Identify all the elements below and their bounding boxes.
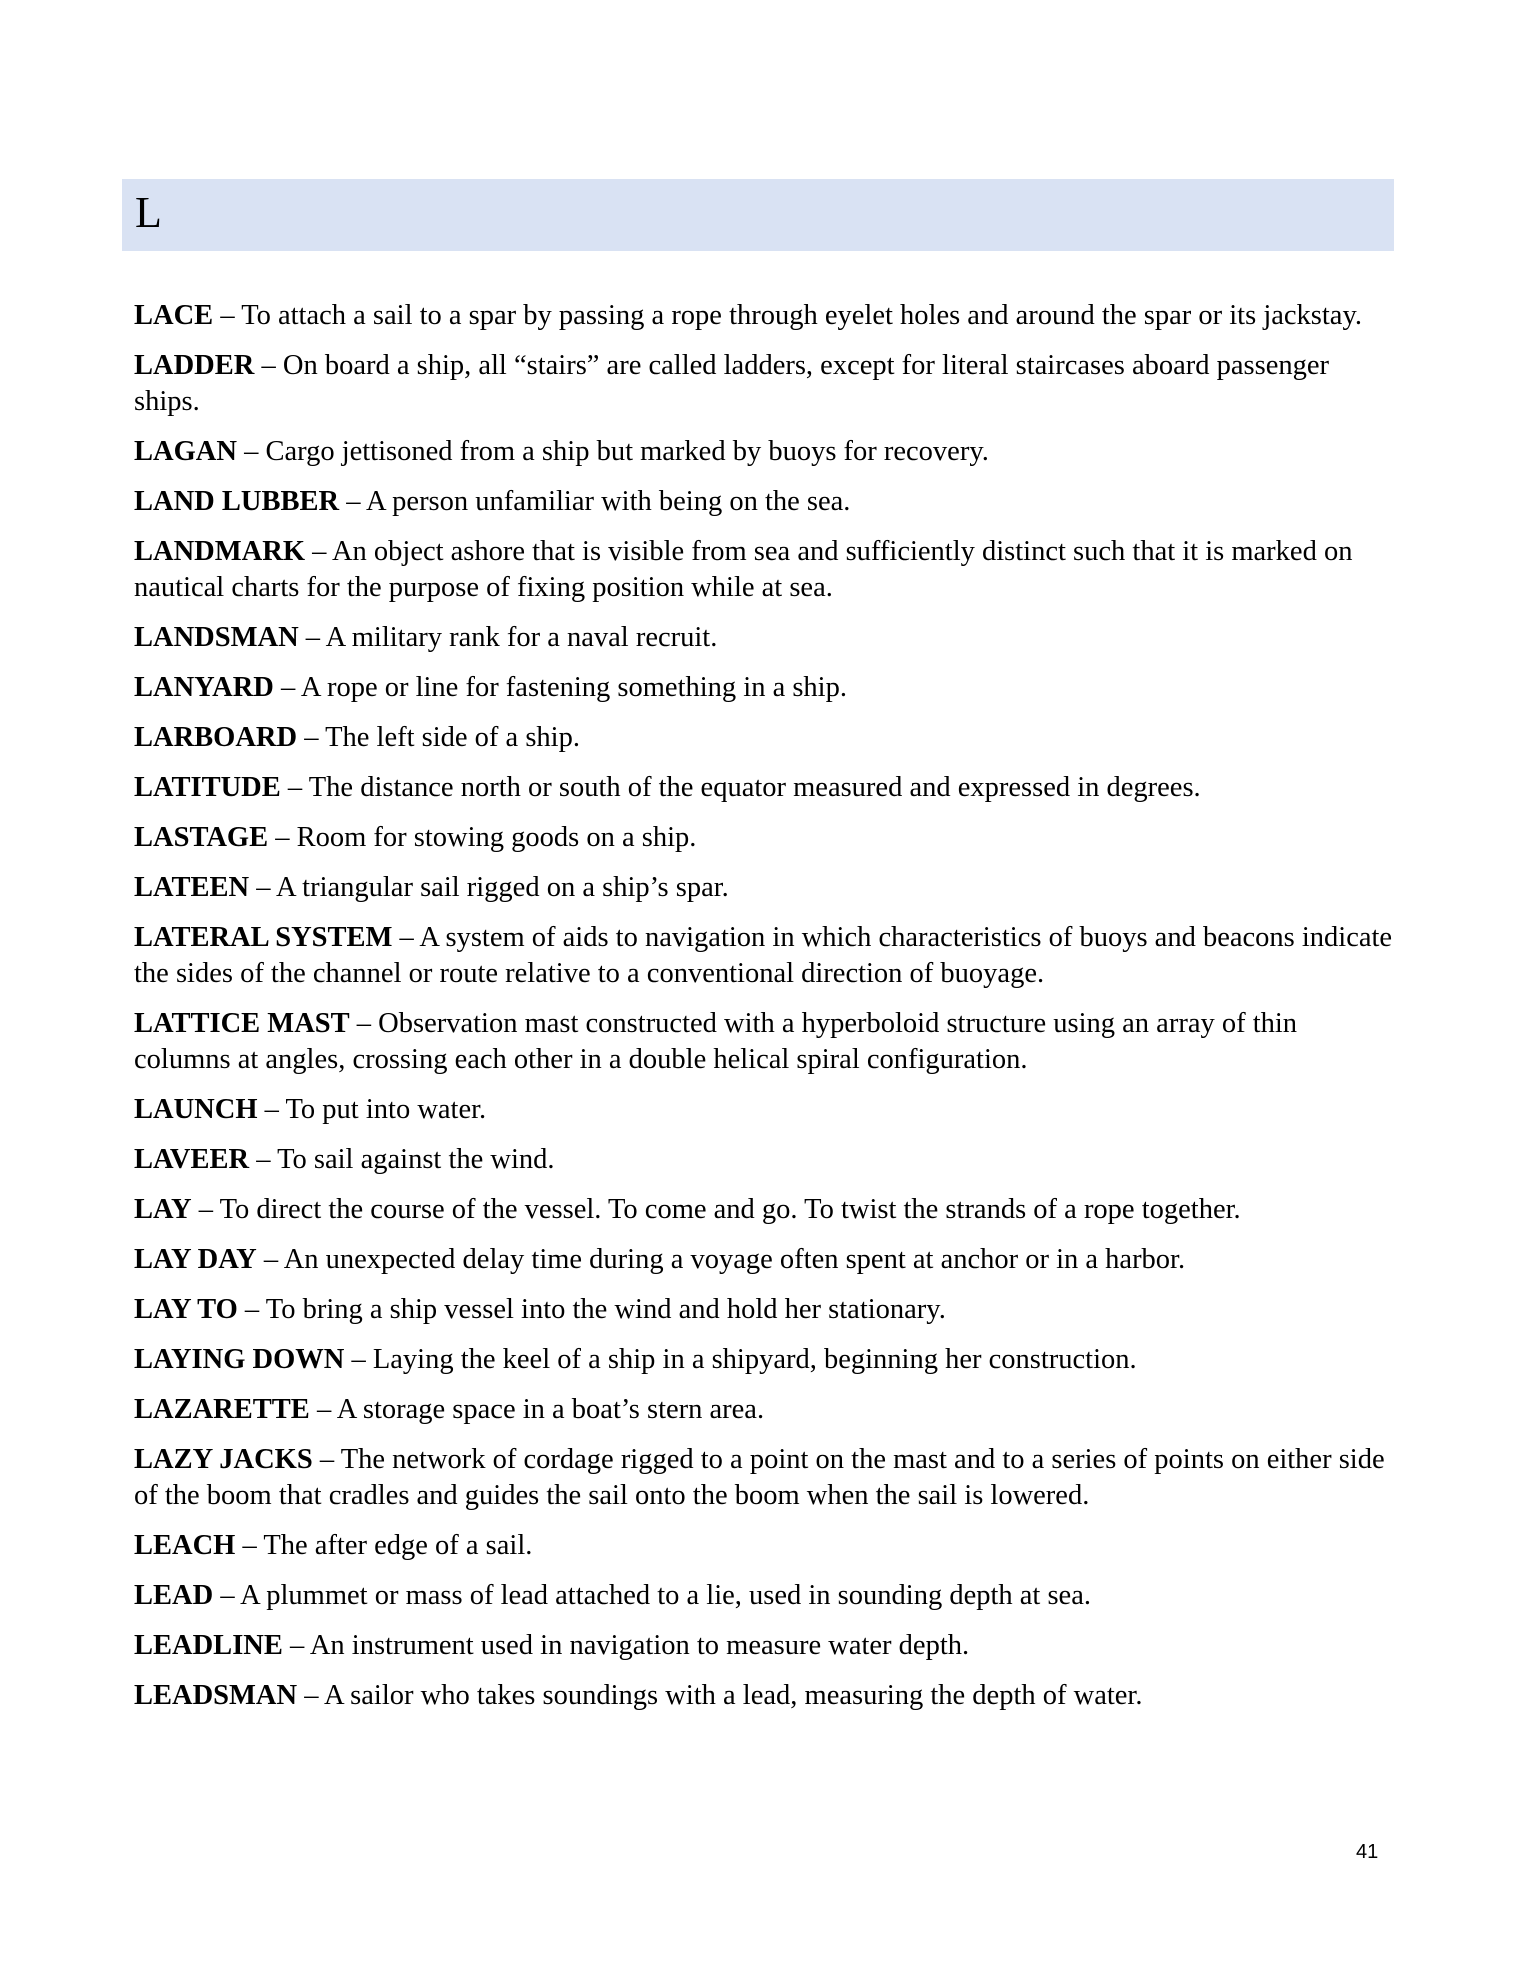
entry-definition: An instrument used in navigation to measure water depth.	[309, 1630, 970, 1661]
entry-definition: The distance north or south of the equator measured and expressed in degrees.	[308, 772, 1201, 803]
entry-separator: –	[237, 1294, 266, 1325]
entry-definition: A plummet or mass of lead attached to a lie, used in sounding depth at sea.	[240, 1580, 1091, 1611]
entry-separator: –	[213, 1580, 241, 1611]
entry-separator: –	[309, 1394, 337, 1425]
entry-definition: A person unfamiliar with being on the sea.	[366, 486, 851, 517]
entry-separator: –	[273, 672, 301, 703]
entry-definition: The network of cordage rigged to a point on the mast and to a series of points on either side of the boom that cradles and guides the sail onto the boom when the sail is lowered.	[134, 1444, 1385, 1511]
entry-separator: –	[213, 300, 242, 331]
entry-term: LANYARD	[134, 672, 274, 703]
entry-term: LARBOARD	[134, 722, 298, 753]
glossary-entry	[134, 1142, 1396, 1178]
entry-separator: –	[282, 1630, 310, 1661]
glossary-entry	[134, 534, 1396, 606]
entry-definition: To put into water.	[285, 1094, 487, 1125]
glossary-entry	[134, 870, 1396, 906]
entry-separator: –	[312, 1444, 341, 1475]
glossary-entry	[134, 1192, 1396, 1228]
entry-term: LAND LUBBER	[134, 486, 340, 517]
entry-definition: The left side of a ship.	[325, 722, 580, 753]
entry-term: LAZY JACKS	[134, 1444, 313, 1475]
entry-definition: To direct the course of the vessel. To come and go. To twist the strands of a rope together.	[219, 1194, 1241, 1225]
entry-definition: A system of aids to navigation in which characteristics of buoys and beacons indicate the sides of the channel or route relative to a conventional direction of buoyage.	[134, 922, 1393, 989]
entry-term: LASTAGE	[134, 822, 269, 853]
entry-definition: To attach a sail to a spar by passing a rope through eyelet holes and around the spar or its jackstay.	[241, 300, 1362, 331]
entry-separator: –	[254, 350, 283, 381]
entry-term: LAUNCH	[134, 1094, 258, 1125]
entry-separator: –	[298, 622, 326, 653]
entry-term: LAGAN	[134, 436, 237, 467]
entry-separator: –	[191, 1194, 220, 1225]
entry-term: LADDER	[134, 350, 255, 381]
entry-separator: –	[297, 722, 326, 753]
glossary-entry	[134, 1578, 1396, 1614]
entry-separator: –	[305, 536, 332, 567]
entry-separator: –	[235, 1530, 264, 1561]
entry-separator: –	[236, 436, 266, 467]
glossary-entry	[134, 484, 1396, 520]
entry-separator: –	[297, 1680, 325, 1711]
entry-definition: The after edge of a sail.	[263, 1530, 533, 1561]
entry-separator: –	[349, 1008, 379, 1039]
entry-definition: A rope or line for fastening something in a ship.	[300, 672, 847, 703]
entry-term: LACE	[134, 300, 214, 331]
entry-separator: –	[249, 1144, 278, 1175]
entry-separator: –	[392, 922, 420, 953]
entry-term: LAY TO	[134, 1294, 238, 1325]
glossary-entry	[134, 720, 1396, 756]
glossary-entry	[134, 670, 1396, 706]
entry-definition: On board a ship, all “stairs” are called ladders, except for literal staircases aboard passenger ships.	[134, 350, 1329, 417]
glossary-entry	[134, 620, 1396, 656]
glossary-entry	[134, 820, 1396, 856]
glossary-entry	[134, 434, 1396, 470]
entry-definition: Observation mast constructed with a hyperboloid structure using an array of thin columns at angles, crossing each other in a double helical spiral configuration.	[134, 1008, 1298, 1075]
entry-definition: A triangular sail rigged on a ship’s spar.	[276, 872, 729, 903]
entry-definition: To bring a ship vessel into the wind and hold her stationary.	[265, 1294, 946, 1325]
entry-term: LEAD	[134, 1580, 214, 1611]
entry-separator: –	[344, 1344, 373, 1375]
glossary-entry	[134, 348, 1396, 420]
entry-term: LATITUDE	[134, 772, 281, 803]
entry-term: LEADLINE	[134, 1630, 283, 1661]
entry-term: LANDMARK	[134, 536, 305, 567]
entry-term: LATEEN	[134, 872, 250, 903]
glossary-entry	[134, 1528, 1396, 1564]
entry-term: LATTICE MAST	[134, 1008, 350, 1039]
glossary-entry	[134, 1006, 1396, 1078]
entry-separator: –	[256, 1244, 284, 1275]
glossary-entry	[134, 1442, 1396, 1514]
page-number: 41	[1356, 1841, 1379, 1863]
entry-definition: Laying the keel of a ship in a shipyard, beginning her construction.	[372, 1344, 1137, 1375]
entry-definition: Room for stowing goods on a ship.	[296, 822, 697, 853]
entry-definition: Cargo jettisoned from a ship but marked by buoys for recovery.	[265, 436, 989, 467]
entry-definition: An object ashore that is visible from sea and sufficiently distinct such that it is marked on nautical charts for the purpose of fixing position while at sea.	[134, 536, 1353, 603]
entry-term: LEADSMAN	[134, 1680, 298, 1711]
entry-definition: An unexpected delay time during a voyage often spent at anchor or in a harbor.	[283, 1244, 1186, 1275]
glossary-entry	[134, 1342, 1396, 1378]
glossary-entry	[134, 1292, 1396, 1328]
glossary-entry	[134, 920, 1396, 992]
entry-term: LAZARETTE	[134, 1394, 310, 1425]
entry-definition: To sail against the wind.	[277, 1144, 555, 1175]
entry-term: LAYING DOWN	[134, 1344, 345, 1375]
entry-separator: –	[280, 772, 309, 803]
entry-term: LAY	[134, 1194, 192, 1225]
entry-separator: –	[257, 1094, 286, 1125]
glossary-entry	[134, 770, 1396, 806]
entry-separator: –	[339, 486, 367, 517]
entry-term: LAY DAY	[134, 1244, 257, 1275]
entry-term: LATERAL SYSTEM	[134, 922, 393, 953]
section-header	[122, 179, 1394, 251]
glossary-entry	[134, 1628, 1396, 1664]
glossary-entries	[134, 298, 1396, 1728]
entry-separator: –	[268, 822, 297, 853]
entry-separator: –	[249, 872, 277, 903]
glossary-entry	[134, 298, 1396, 334]
section-letter: L	[135, 188, 162, 237]
entry-term: LANDSMAN	[134, 622, 299, 653]
entry-definition: A sailor who takes soundings with a lead, measuring the depth of water.	[324, 1680, 1143, 1711]
glossary-entry	[134, 1678, 1396, 1714]
glossary-entry	[134, 1242, 1396, 1278]
entry-definition: A military rank for a naval recruit.	[325, 622, 718, 653]
glossary-entry	[134, 1392, 1396, 1428]
entry-term: LAVEER	[134, 1144, 250, 1175]
glossary-entry	[134, 1092, 1396, 1128]
entry-definition: A storage space in a boat’s stern area.	[336, 1394, 765, 1425]
entry-term: LEACH	[134, 1530, 236, 1561]
